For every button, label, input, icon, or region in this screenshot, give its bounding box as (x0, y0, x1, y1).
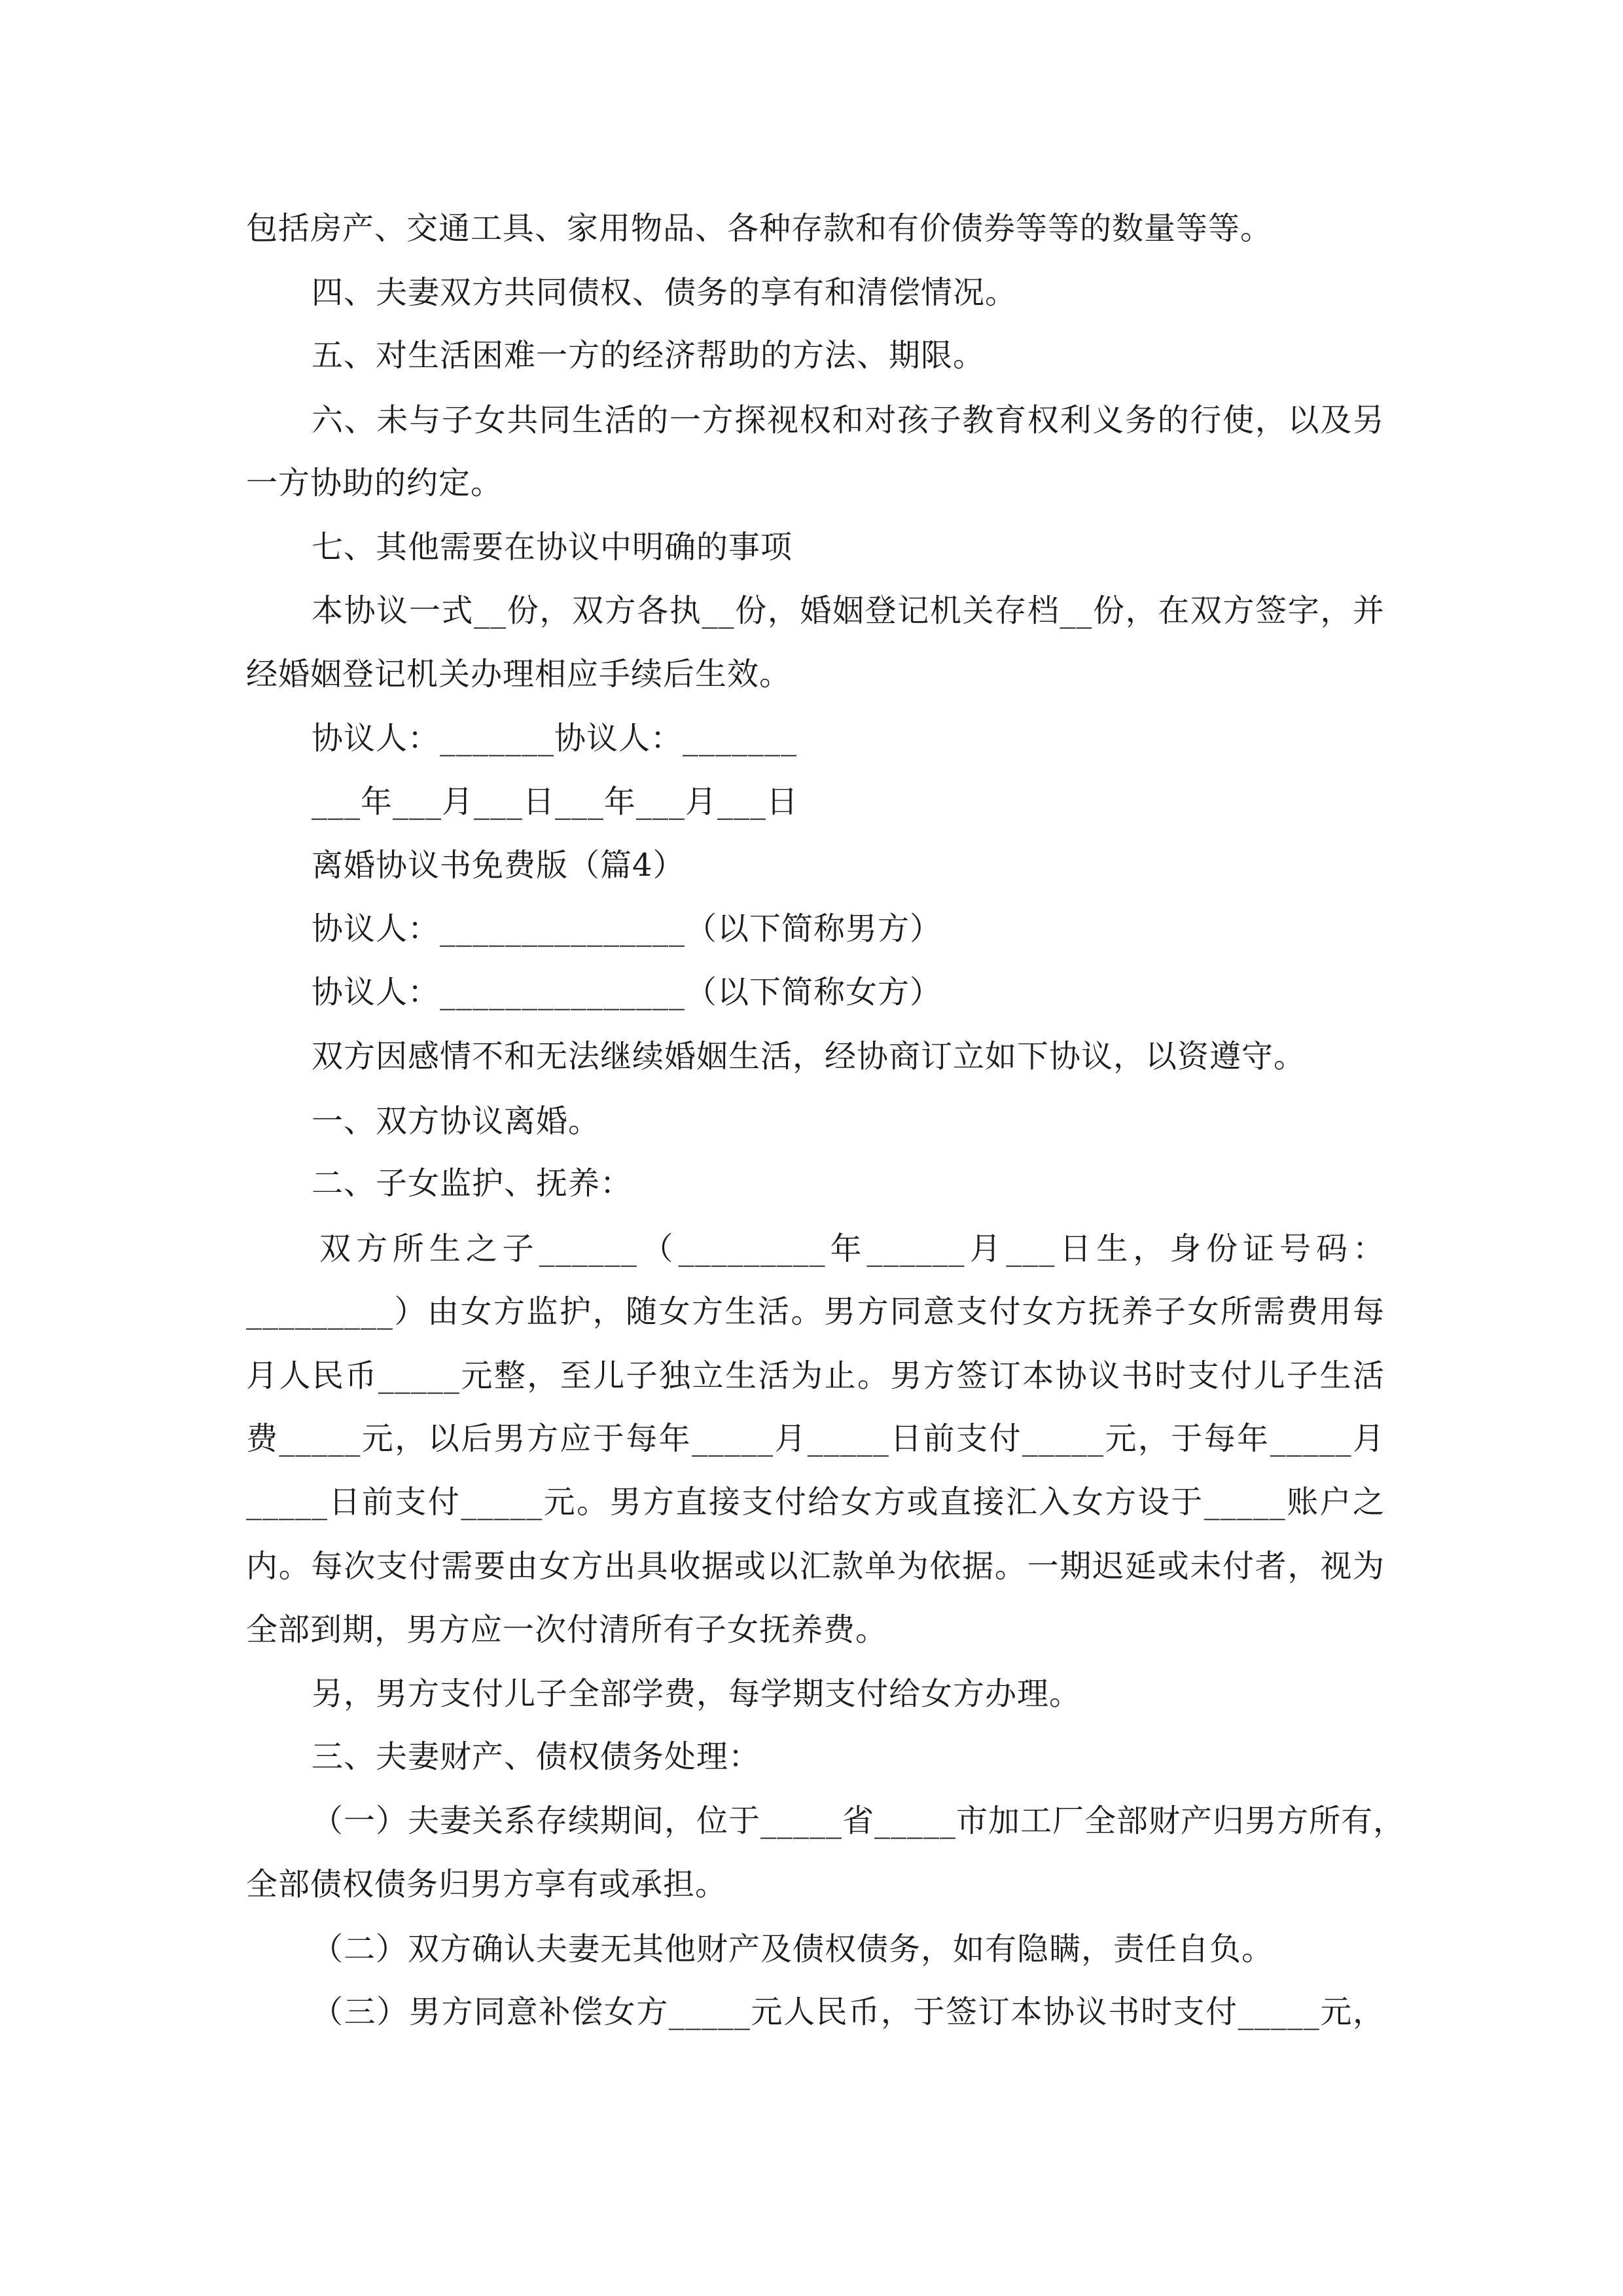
text-line: 三、夫妻财产、债权债务处理： (312, 1738, 761, 1775)
text-line: 一方协助的约定。 (246, 465, 503, 501)
text-line: 一、双方协议离婚。 (312, 1103, 601, 1139)
text-line: 内。每次支付需要由女方出具收据或以汇款单为依据。一期迟延或未付者，视为 (246, 1548, 1385, 1585)
text-line: （一）夫妻关系存续期间，位于_____省_____市加工厂全部财产归男方所有， (312, 1803, 1406, 1839)
party-line: 协议人：_______________（以下简称男方） (312, 910, 942, 947)
text-line: _________）由女方监护，随女方生活。男方同意支付女方抚养子女所需费用每 (246, 1293, 1385, 1330)
text-line: 另，男方支付儿子全部学费，每学期支付给女方办理。 (312, 1676, 1082, 1712)
text-line: （二）双方确认夫妻无其他财产及债权债务，如有隐瞒，责任自负。 (312, 1931, 1274, 1967)
text-line: 本协议一式__份，双方各执__份，婚姻登记机关存档__份，在双方签字，并 (312, 592, 1385, 629)
text-line: 二、子女监护、抚养： (312, 1165, 633, 1202)
text-line: 七、其他需要在协议中明确的事项 (312, 529, 793, 565)
text-line: _____日前支付_____元。男方直接支付给女方或直接汇入女方设于_____账户之 (246, 1484, 1385, 1520)
section-heading: 离婚协议书免费版（篇4） (312, 847, 685, 884)
text-line: 费_____元，以后男方应于每年_____月_____日前支付_____元，于每年_____月 (246, 1420, 1385, 1457)
date-line: ___年___月___日___年___月___日 (312, 783, 799, 820)
text-line: 月人民币_____元整，至儿子独立生活为止。男方签订本协议书时支付儿子生活 (246, 1357, 1385, 1394)
signature-line: 协议人：_______协议人：_______ (312, 720, 798, 757)
text-line: （三）男方同意补偿女方_____元人民币，于签订本协议书时支付_____元， (312, 1994, 1385, 2030)
text-line: 全部债权债务归男方享有或承担。 (246, 1866, 728, 1903)
party-line: 协议人：_______________（以下简称女方） (312, 974, 942, 1011)
text-line: 五、对生活困难一方的经济帮助的方法、期限。 (312, 337, 986, 374)
text-line: 双方因感情不和无法继续婚姻生活，经协商订立如下协议，以资遵守。 (312, 1038, 1306, 1075)
text-line: 全部到期，男方应一次付清所有子女抚养费。 (246, 1611, 888, 1648)
text-line: 六、未与子女共同生活的一方探视权和对孩子教育权利义务的行使，以及另 (312, 402, 1385, 439)
text-line: 双方所生之子______（_________年______月___日生，身份证号码： (319, 1230, 1385, 1267)
text-line: 经婚姻登记机关办理相应手续后生效。 (246, 656, 792, 692)
text-line: 包括房产、交通工具、家用物品、各种存款和有价债券等等的数量等等。 (246, 210, 1273, 247)
text-line: 四、夫妻双方共同债权、债务的享有和清偿情况。 (312, 274, 1018, 311)
